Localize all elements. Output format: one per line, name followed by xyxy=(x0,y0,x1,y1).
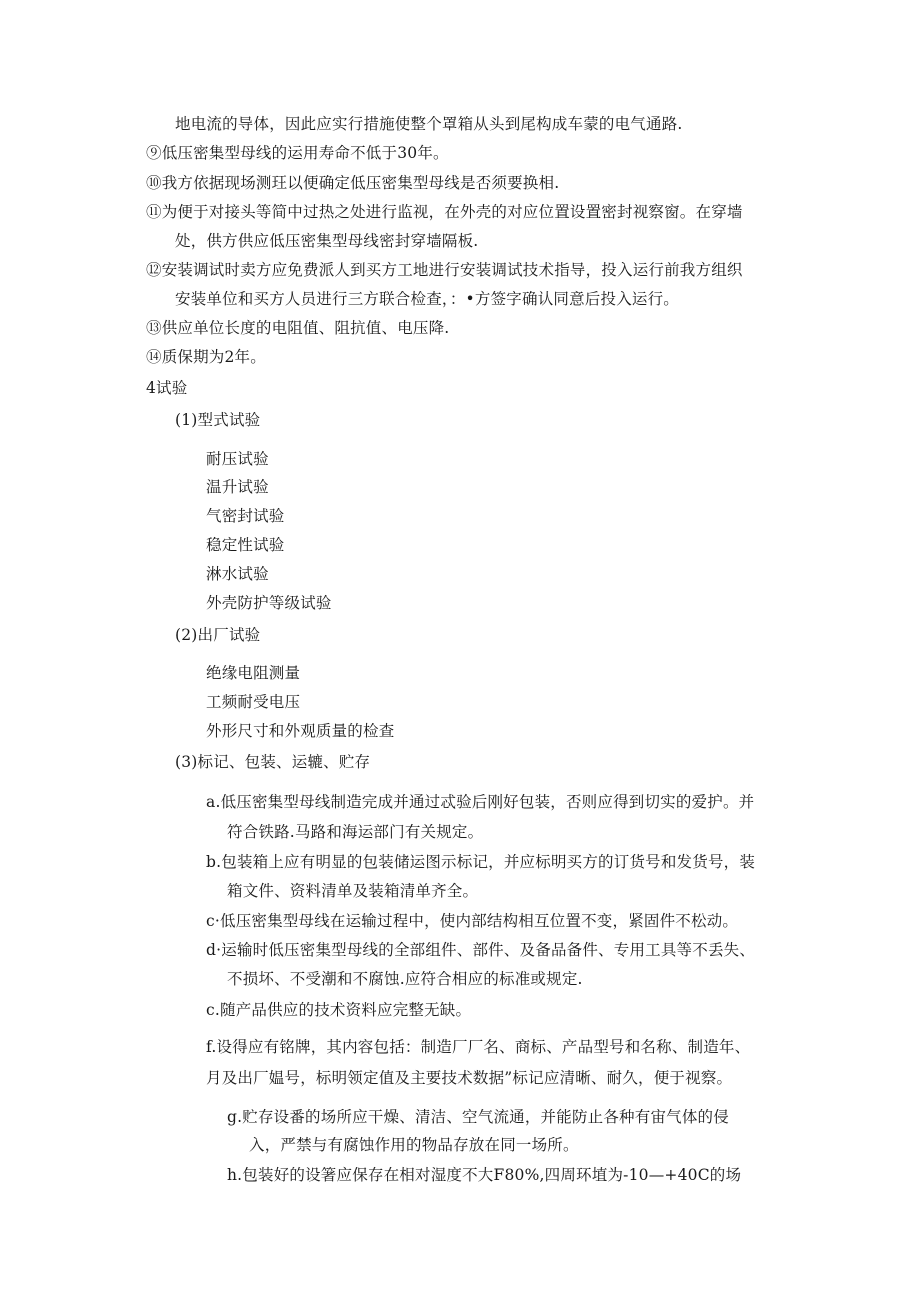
lettered-item-d: d·运输时低压密集型母线的全部组件、部件、及备品备件、专用工具等不丢失、 xyxy=(206,941,756,959)
text-line: 不损坏、不受潮和不腐蚀.应符合相应的标准或规定. xyxy=(227,970,583,988)
lettered-item-g: g.贮存设番的场所应干燥、清洁、空气流通，并能防止各种有宙气体的侵 xyxy=(227,1108,729,1126)
test-item: 工频耐受电压 xyxy=(206,693,301,711)
test-item: 外形尺寸和外观质量的检查 xyxy=(206,722,395,740)
lettered-item-e: c.随产品供应的技术资料应完整无缺。 xyxy=(206,1001,472,1019)
text-line: 月及出厂媪号，标明领定值及主要技术数据”标记应清晰、耐久，便于视察。 xyxy=(206,1069,733,1087)
test-item: 温升试验 xyxy=(206,478,269,496)
text-line: 地电流的导体，因此应实行措施使整个罩箱从头到尾构成车蒙的电气通路. xyxy=(175,115,683,133)
test-item: 耐压试验 xyxy=(206,450,269,468)
text-line: 处，供方供应低压密集型母线密封穿墙隔板. xyxy=(175,232,479,250)
text-line: 安装单位和买方人员进行三方联合检查，：•方签字确认同意后投入运行。 xyxy=(175,290,679,308)
lettered-item-b: b.包装箱上应有明显的包装储运图示标记，并应标明买方的订货号和发货号，装 xyxy=(206,853,756,871)
lettered-item-h: h.包装好的设箸应保存在相对湿度不大F80%,四周环埴为-10—+40C的场 xyxy=(227,1166,742,1184)
list-item-10: ⑩我方依据现场测玨以便确定低压密集型母线是否须要换相. xyxy=(146,174,560,192)
list-item-14: ⑭质保期为2年。 xyxy=(146,348,266,366)
lettered-item-a: a.低压密集型母线制造完成并通过忒验后刚好包装，否则应得到切实的爱护。并 xyxy=(206,793,755,811)
lettered-item-f: f.设得应有铭牌，其内容包括：制造厂厂名、商标、产品型号和名称、制造年、 xyxy=(206,1038,751,1056)
subsection-heading: (3)标记、包装、运辘、贮存 xyxy=(175,753,371,771)
test-item: 稳定性试验 xyxy=(206,536,285,554)
list-item-12: ⑫安装调试时卖方应免费派人到买方工地进行安装调试技术指导，投入运行前我方组织 xyxy=(146,261,743,279)
text-line: 入，严禁与有腐蚀作用的物品存放在同一场所。 xyxy=(249,1136,579,1154)
test-item: 淋水试验 xyxy=(206,565,269,583)
list-item-11: ⑪为便于对接头等简中过热之处进行监视，在外壳的对应位置设置密封视察窗。在穿墙 xyxy=(146,203,743,221)
test-item: 外壳防护等级试验 xyxy=(206,594,332,612)
text-line: 符合铁路.马路和海运部门有关规定。 xyxy=(227,823,484,841)
test-item: 气密封试验 xyxy=(206,507,285,525)
test-item: 绝缘电阻测量 xyxy=(206,664,301,682)
list-item-9: ⑨低压密集型母线的运用寿命不低于30年。 xyxy=(146,144,449,162)
list-item-13: ⑬供应单位长度的电阻值、阻抗值、电压降. xyxy=(146,319,450,337)
text-line: 箱文件、资料清单及装箱清单齐全。 xyxy=(227,882,479,900)
subsection-heading: (2)出厂试验 xyxy=(175,626,261,644)
subsection-heading: (1)型式试验 xyxy=(175,411,261,429)
section-heading: 4试验 xyxy=(146,379,188,397)
lettered-item-c: c·低压密集型母线在运输过程中，使内部结构相互位置不变，紧固件不松动。 xyxy=(206,912,739,930)
